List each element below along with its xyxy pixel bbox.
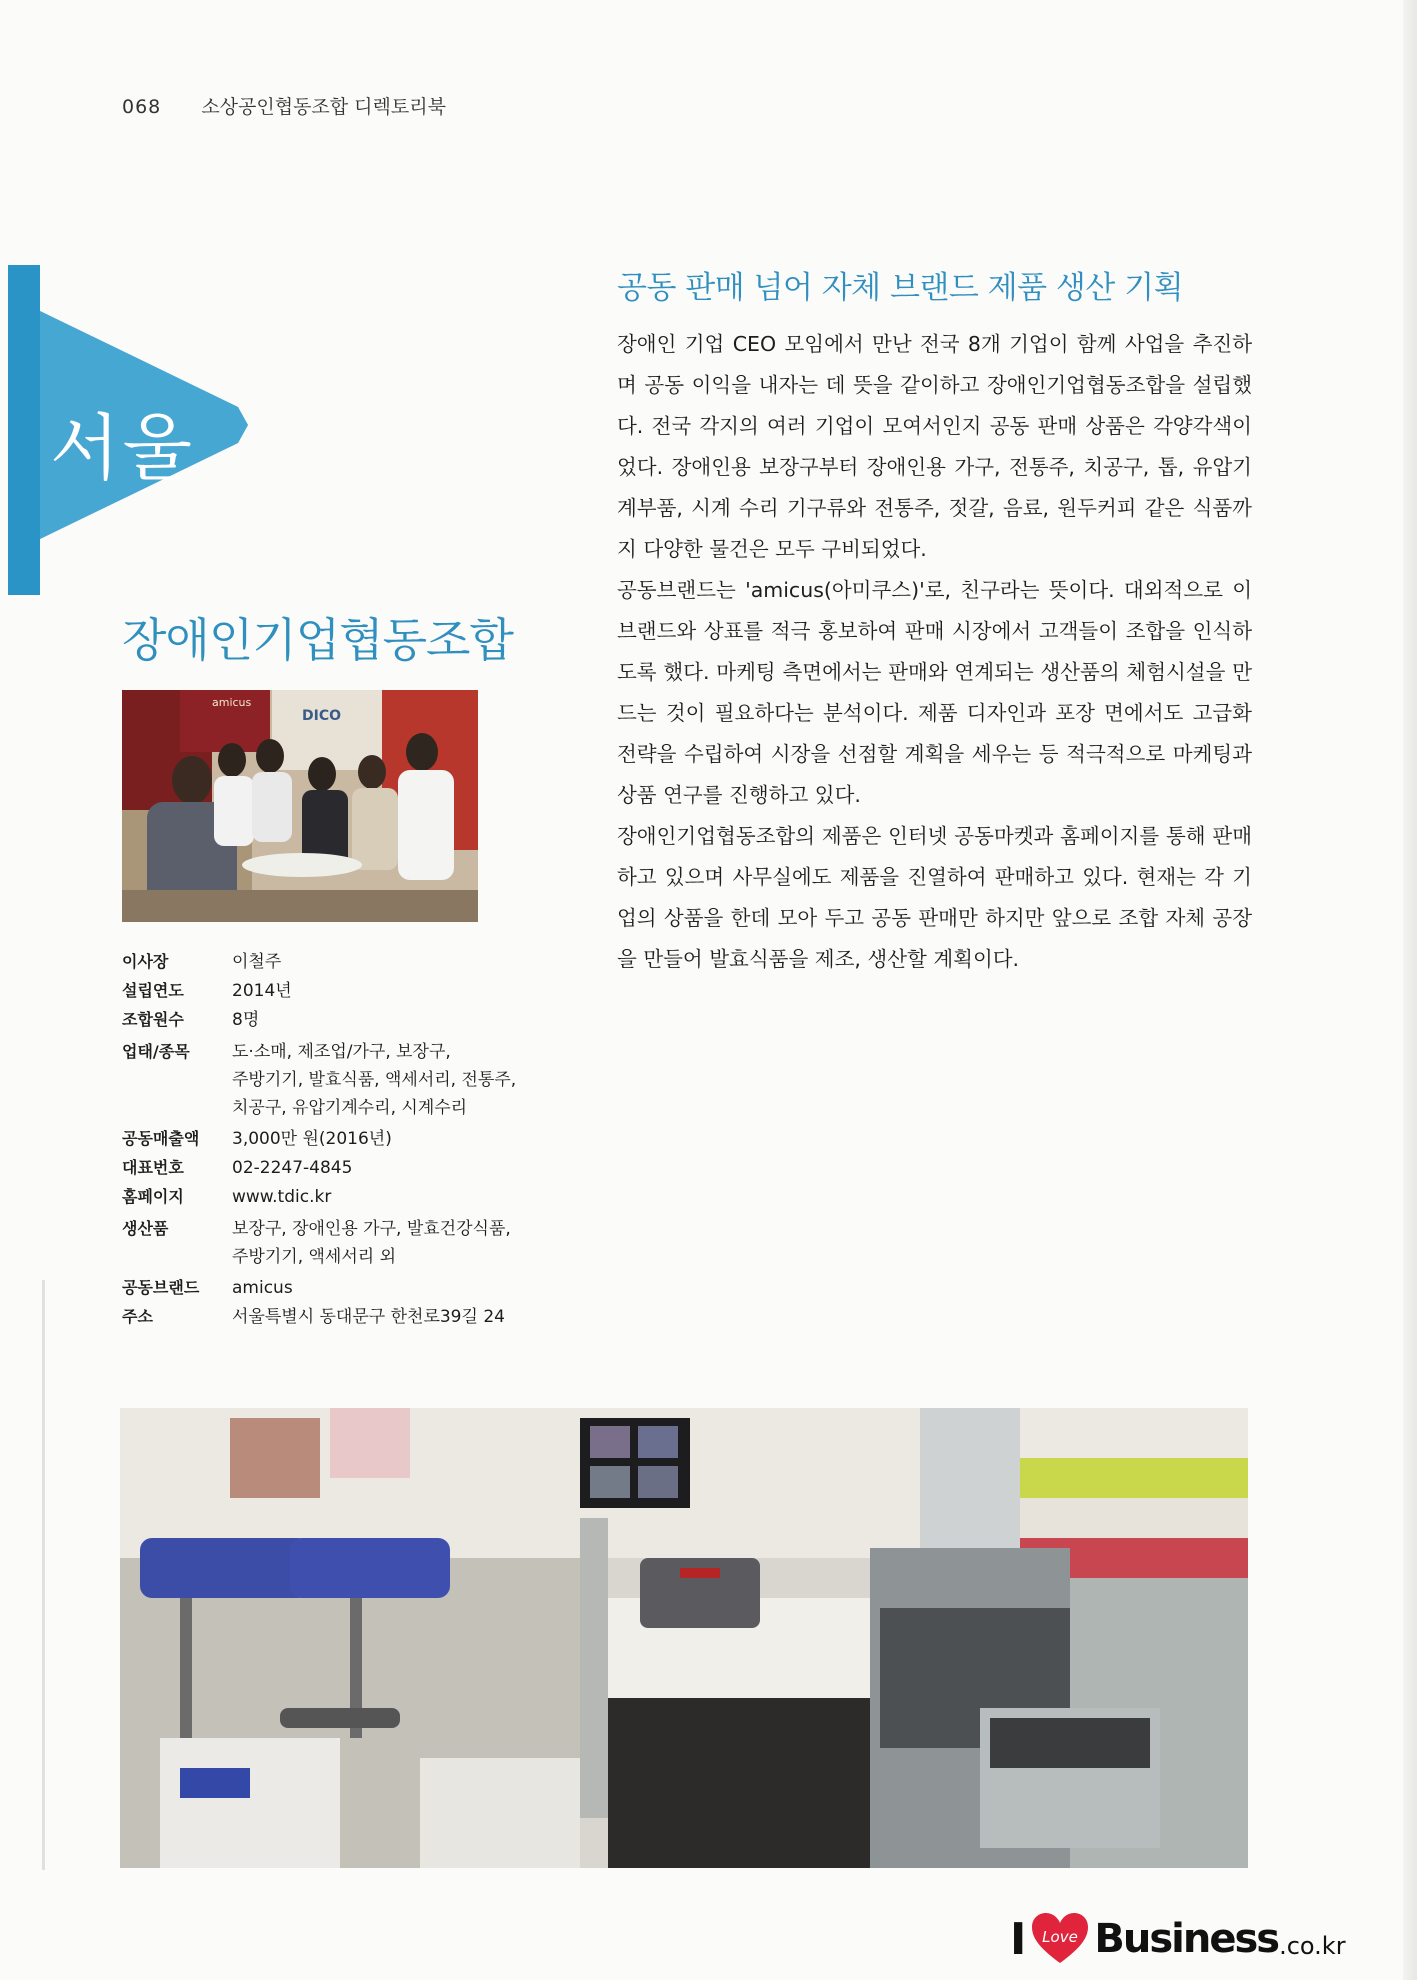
- org-name: 장애인기업협동조합: [122, 613, 513, 667]
- info-label-brand: 공동브랜드: [122, 1278, 200, 1297]
- info-label-members: 조합원수: [122, 1010, 184, 1029]
- banner-dico-text: DICO: [302, 708, 342, 724]
- logo-domain-text: .co.kr: [1279, 1932, 1346, 1960]
- info-label-products: 생산품: [122, 1219, 169, 1238]
- info-business-line: 주방기기, 발효식품, 액세서리, 전통주,: [232, 1070, 517, 1090]
- info-products-line: 보장구, 장애인용 가구, 발효건강식품,: [232, 1219, 511, 1239]
- info-label-address: 주소: [122, 1307, 153, 1326]
- info-business-line: 도·소매, 제조업/가구, 보장구,: [232, 1042, 451, 1062]
- page-header: [122, 92, 446, 119]
- info-products-line: 주방기기, 액세서리 외: [232, 1247, 397, 1267]
- info-label-phone: 대표번호: [122, 1158, 184, 1177]
- article-paragraph: 장애인기업협동조합의 제품은 인터넷 공동마켓과 홈페이지를 통해 판매하고 있으며 사무실에도 제품을 진열하여 판매하고 있다. 현재는 각 기업의 상품을 한데 모아 두고 공동 판매만 하지만 앞으로 조합 자체 공장을 만들어 발효식품을 제조, 생산할 계획이다.: [617, 824, 1252, 971]
- info-homepage: www.tdic.kr: [232, 1187, 332, 1207]
- banner-amicus-text: amicus: [212, 696, 252, 709]
- info-label-homepage: 홈페이지: [122, 1187, 184, 1206]
- info-brand: amicus: [232, 1278, 293, 1298]
- article-body: [617, 324, 1252, 980]
- info-business-line: 치공구, 유압기계수리, 시계수리: [232, 1098, 468, 1118]
- info-members: 8명: [232, 1010, 260, 1030]
- info-chairman: 이철주: [232, 952, 282, 972]
- org-info: [122, 951, 532, 1335]
- info-label-sales: 공동매출액: [122, 1129, 200, 1148]
- publication-title: 소상공인협동조합 디렉토리북: [201, 96, 446, 118]
- logo-love-text: Love: [1042, 1928, 1079, 1946]
- info-phone: 02-2247-4845: [232, 1158, 353, 1178]
- showroom-photo: [120, 1408, 1248, 1868]
- region-label: 서울: [50, 406, 196, 490]
- info-sales: 3,000만 원(2016년): [232, 1129, 392, 1149]
- info-label-business: 업태/종목: [122, 1042, 190, 1061]
- page-number: 068: [122, 96, 162, 118]
- logo-i: I: [1010, 1913, 1027, 1965]
- article-paragraph: 장애인 기업 CEO 모임에서 만난 전국 8개 기업이 함께 사업을 추진하며 공동 이익을 내자는 데 뜻을 같이하고 장애인기업협동조합을 설립했다. 전국 각지의 여러 기업이 모여서인지 공동 판매 상품은 각양각색이었다. 장애인용 보장구부터 장애인용 가구, 전통주, 치공구, 톱, 유압기계부품, 시계 수리 기구류와 전통주, 젓갈, 음료, 원두커피 같은 식품까지 다양한 물건은 모두 구비되었다.: [617, 332, 1252, 561]
- heart-icon: [1030, 1911, 1090, 1967]
- logo-business-text: Business: [1094, 1916, 1279, 1962]
- info-label-chairman: 이사장: [122, 952, 169, 971]
- info-label-founded: 설립연도: [122, 981, 184, 1000]
- info-founded: 2014년: [232, 981, 292, 1001]
- info-address: 서울특별시 동대문구 한천로39길 24: [232, 1307, 505, 1327]
- iloveBusiness-logo: [1010, 1910, 1346, 1968]
- team-photo: [122, 690, 478, 922]
- article-heading: 공동 판매 넘어 자체 브랜드 제품 생산 기획: [617, 270, 1184, 306]
- divider: [42, 1280, 45, 1870]
- page-edge: [1403, 0, 1417, 1980]
- article-paragraph: 공동브랜드는 'amicus(아미쿠스)'로, 친구라는 뜻이다. 대외적으로 이 브랜드와 상표를 적극 홍보하여 판매 시장에서 고객들이 조합을 인식하도록 했다. 마케팅 측면에서는 판매와 연계되는 생산품의 체험시설을 만드는 것이 필요하다는 분석이다. 제품 디자인과 포장 면에서도 고급화 전략을 수립하여 시장을 선점할 계획을 세우는 등 적극적으로 마케팅과 상품 연구를 진행하고 있다.: [617, 578, 1252, 807]
